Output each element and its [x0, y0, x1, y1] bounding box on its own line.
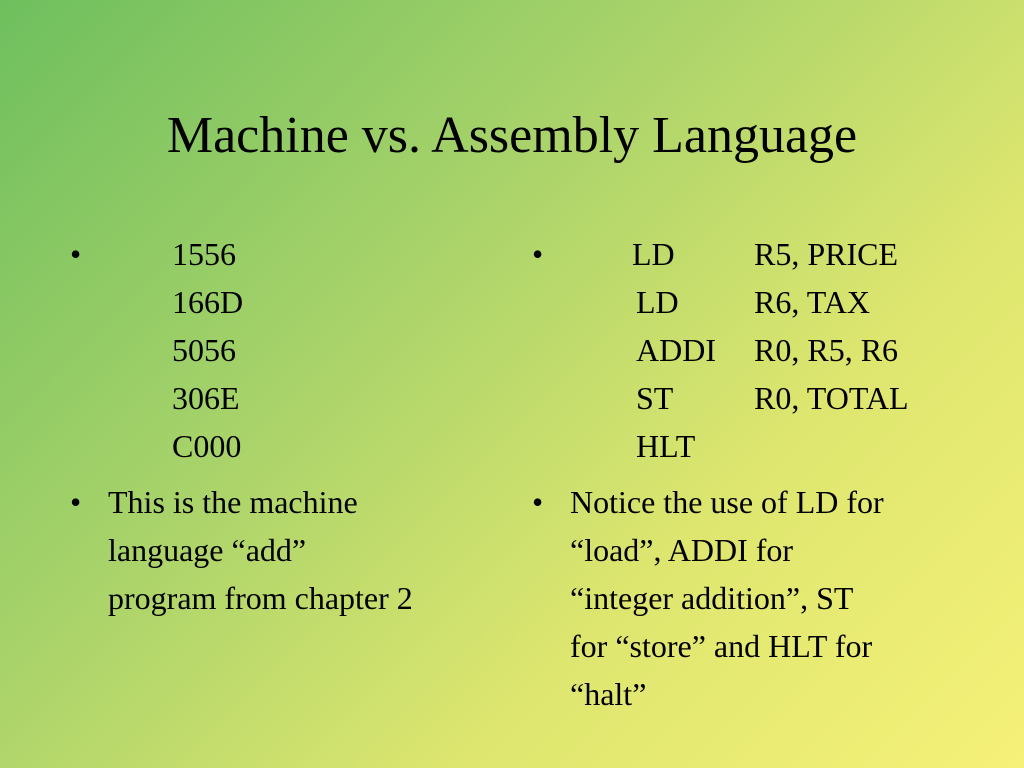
assembly-mnemonic: LD [636, 284, 679, 320]
note-line: “load”, ADDI for [570, 532, 794, 568]
assembly-operands: R6, TAX [754, 284, 870, 320]
bullet-marker: • [532, 484, 544, 520]
assembly-code-block [532, 230, 1002, 480]
machine-code-line: 306E [172, 380, 240, 416]
assembly-mnemonic: LD [632, 236, 675, 272]
assembly-mnemonic: HLT [636, 428, 696, 464]
assembly-mnemonic: ADDI [636, 332, 716, 368]
assembly-line [632, 374, 908, 422]
bullet-marker: • [70, 236, 82, 272]
note-line: This is the machine [108, 484, 358, 520]
note-text [570, 478, 884, 718]
machine-code-note [70, 478, 510, 628]
machine-code-line: C000 [172, 428, 242, 464]
assembly-line [632, 326, 908, 374]
assembly-code-note [532, 478, 1002, 728]
note-text [108, 478, 413, 622]
note-line: Notice the use of LD for [570, 484, 884, 520]
assembly-line [632, 278, 908, 326]
machine-code-list [172, 230, 243, 470]
note-line: “integer addition”, ST [570, 580, 854, 616]
assembly-line [632, 422, 908, 470]
assembly-operands: R0, TOTAL [754, 380, 909, 416]
bullet-marker: • [70, 484, 82, 520]
assembly-line [632, 230, 908, 278]
note-line: program from chapter 2 [108, 580, 413, 616]
note-line: language “add” [108, 532, 307, 568]
machine-code-block [70, 230, 510, 480]
note-line: for “store” and HLT for [570, 628, 873, 664]
note-line: “halt” [570, 676, 647, 712]
page-title: Machine vs. Assembly Language [166, 107, 858, 164]
machine-code-line: 5056 [172, 332, 236, 368]
assembly-code-list [632, 230, 908, 470]
assembly-operands: R5, PRICE [754, 236, 899, 272]
assembly-operands: R0, R5, R6 [754, 332, 899, 368]
machine-code-line: 166D [172, 284, 244, 320]
machine-code-line: 1556 [172, 236, 236, 272]
assembly-mnemonic: ST [636, 380, 674, 416]
bullet-marker: • [532, 236, 544, 272]
